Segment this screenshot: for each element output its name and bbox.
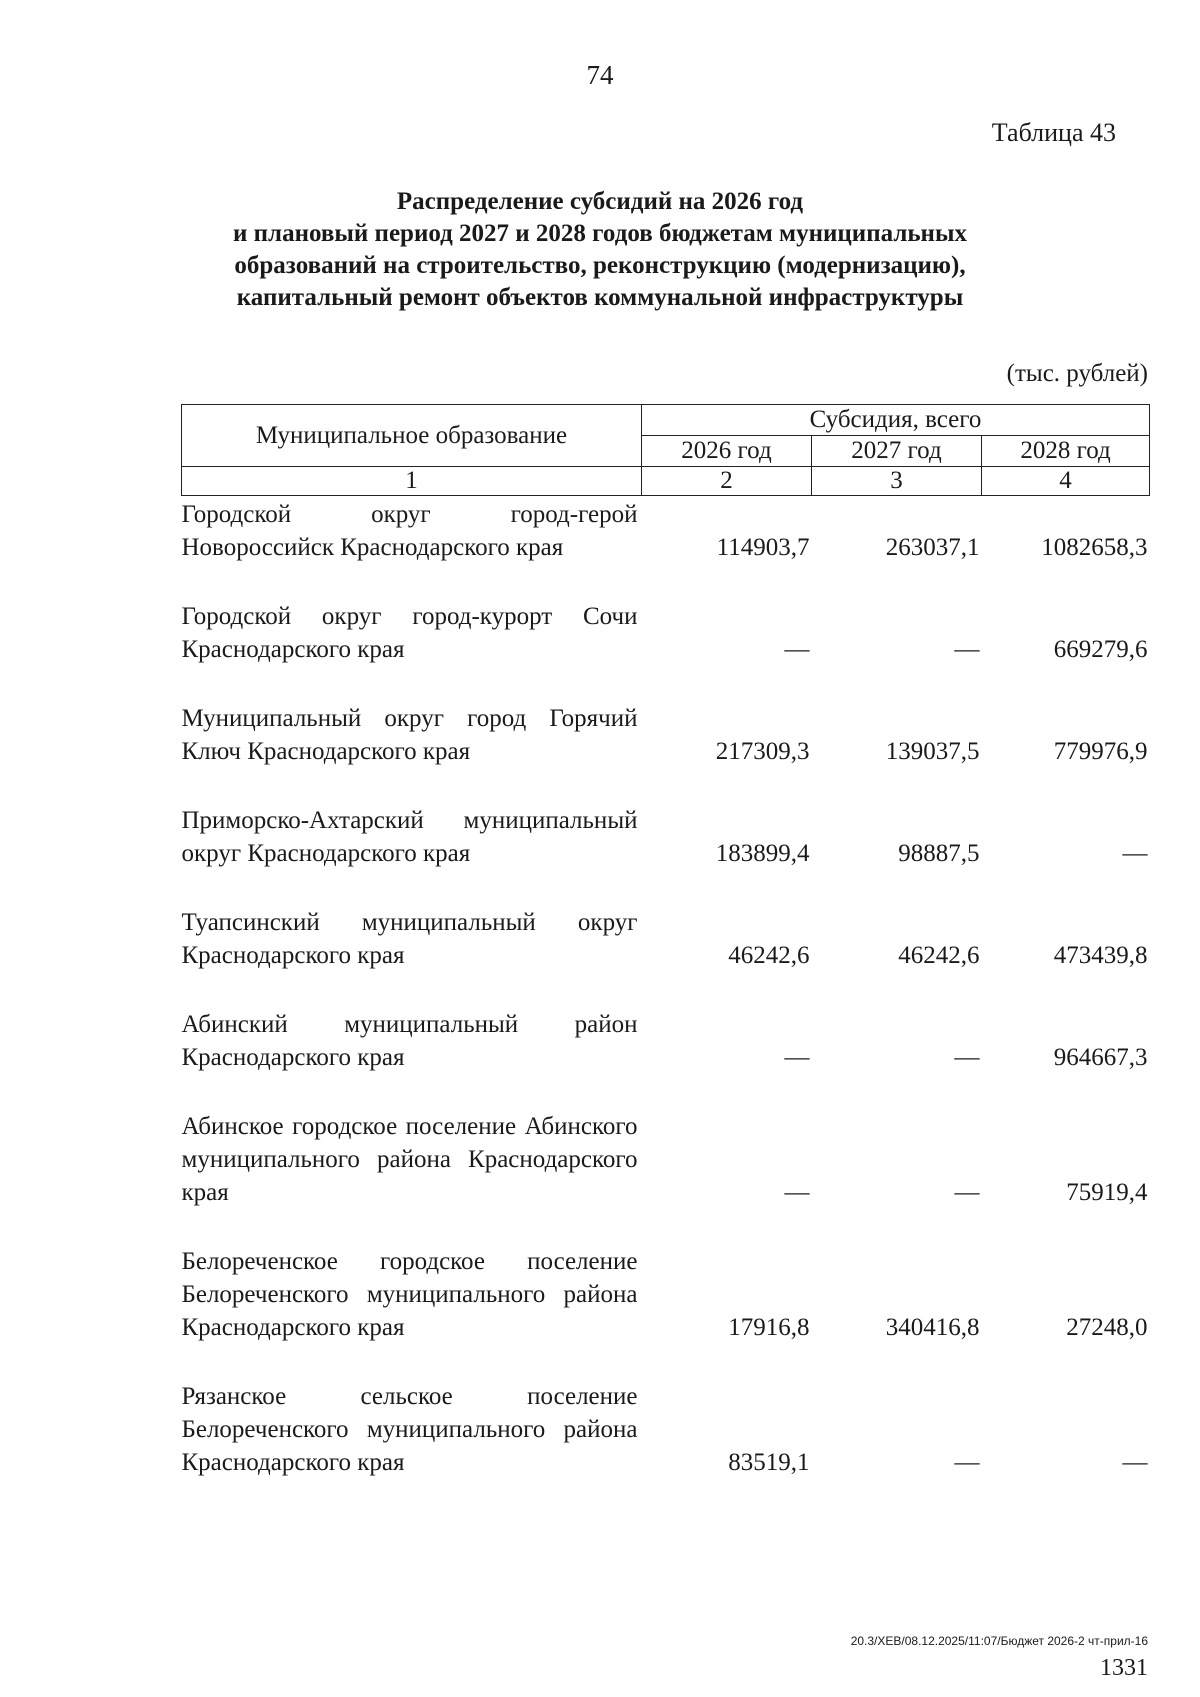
header-year-2027: 2027 год [812, 436, 982, 467]
footer-sheet-number: 1331 [1100, 1655, 1148, 1681]
municipality-name: Абинское городское поселение Абинского муниципального района Краснодарского края [181, 1113, 638, 1206]
value-2026: — [784, 1179, 810, 1206]
footer-document-code: 20.3/ХЕВ/08.12.2025/11:07/Бюджет 2026-2 чт-прил-16 [850, 1634, 1148, 1648]
table-row [182, 496, 1150, 565]
title-line: и плановый период 2027 и 2028 годов бюджетам муниципальных [233, 220, 967, 247]
title-line: Распределение субсидий на 2026 год [396, 188, 804, 215]
header-year-2028: 2028 год [982, 436, 1150, 467]
table-row [182, 1245, 1150, 1344]
value-2027: — [954, 1449, 980, 1476]
table-row [182, 600, 1150, 666]
municipality-name: Белореченское городское поселение Белореченского муниципального района Краснодарского края [181, 1248, 638, 1341]
value-2028: — [1122, 1449, 1148, 1476]
value-2028: 27248,0 [1066, 1314, 1148, 1341]
value-2027: 98887,5 [898, 840, 980, 867]
value-2026: 83519,1 [728, 1449, 810, 1476]
row-spacer [182, 1209, 1150, 1245]
table-label: Таблица 43 [991, 118, 1116, 147]
row-spacer [182, 768, 1150, 804]
table-row [182, 1008, 1150, 1074]
header-year-2026: 2026 год [642, 436, 812, 467]
value-2026: 114903,7 [716, 534, 810, 561]
document-title [190, 186, 1010, 314]
value-2026: — [784, 1044, 810, 1071]
value-2028: 669279,6 [1053, 636, 1148, 663]
value-2026: 46242,6 [728, 942, 810, 969]
value-2028: 1082658,3 [1041, 534, 1148, 561]
value-2027: 46242,6 [898, 942, 980, 969]
column-number: 2 [642, 467, 812, 496]
table-header [182, 405, 1150, 496]
municipality-name: Туапсинский муниципальный округ Краснодарского края [181, 909, 638, 969]
municipality-name: Рязанское сельское поселение Белореченского муниципального района Краснодарского края [181, 1383, 638, 1476]
value-2027: — [954, 1179, 980, 1206]
value-2026: — [784, 636, 810, 663]
value-2028: 75919,4 [1066, 1179, 1148, 1206]
municipality-name: Городской округ город-герой Новороссийск Краснодарского края [181, 501, 638, 561]
units-label: (тыс. рублей) [1006, 360, 1148, 387]
table-row [182, 1380, 1150, 1479]
value-2028: — [1122, 840, 1148, 867]
column-number: 1 [182, 467, 642, 496]
value-2028: 473439,8 [1053, 942, 1148, 969]
table-body [182, 496, 1150, 1480]
municipality-name: Абинский муниципальный район Краснодарского края [181, 1011, 638, 1071]
value-2026: 183899,4 [715, 840, 810, 867]
table-row [182, 702, 1150, 768]
row-spacer [182, 564, 1150, 600]
table-row [182, 906, 1150, 972]
value-2028: 964667,3 [1053, 1044, 1148, 1071]
title-line: капитальный ремонт объектов коммунальной инфраструктуры [236, 284, 964, 311]
column-number: 3 [812, 467, 982, 496]
value-2027: 263037,1 [885, 534, 980, 561]
row-spacer [182, 870, 1150, 906]
municipality-name: Муниципальный округ город Горячий Ключ Краснодарского края [181, 705, 638, 765]
header-subsidy-total: Субсидия, всего [642, 405, 1150, 436]
table-row [182, 804, 1150, 870]
title-line: образований на строительство, реконструкцию (модернизацию), [234, 252, 966, 279]
table-row [182, 1110, 1150, 1209]
value-2026: 217309,3 [715, 738, 810, 765]
value-2026: 17916,8 [728, 1314, 810, 1341]
value-2028: 779976,9 [1053, 738, 1148, 765]
value-2027: — [954, 636, 980, 663]
row-spacer [182, 666, 1150, 702]
page-number: 74 [586, 60, 614, 90]
header-municipality: Муниципальное образование [182, 405, 642, 467]
row-spacer [182, 1074, 1150, 1110]
municipality-name: Городской округ город-курорт Сочи Краснодарского края [181, 603, 638, 663]
row-spacer [182, 1344, 1150, 1380]
row-spacer [182, 972, 1150, 1008]
value-2027: 340416,8 [885, 1314, 980, 1341]
subsidy-table [181, 404, 1150, 1479]
municipality-name: Приморско-Ахтарский муниципальный округ Краснодарского края [181, 807, 638, 867]
value-2027: 139037,5 [885, 738, 980, 765]
value-2027: — [954, 1044, 980, 1071]
column-number: 4 [982, 467, 1150, 496]
